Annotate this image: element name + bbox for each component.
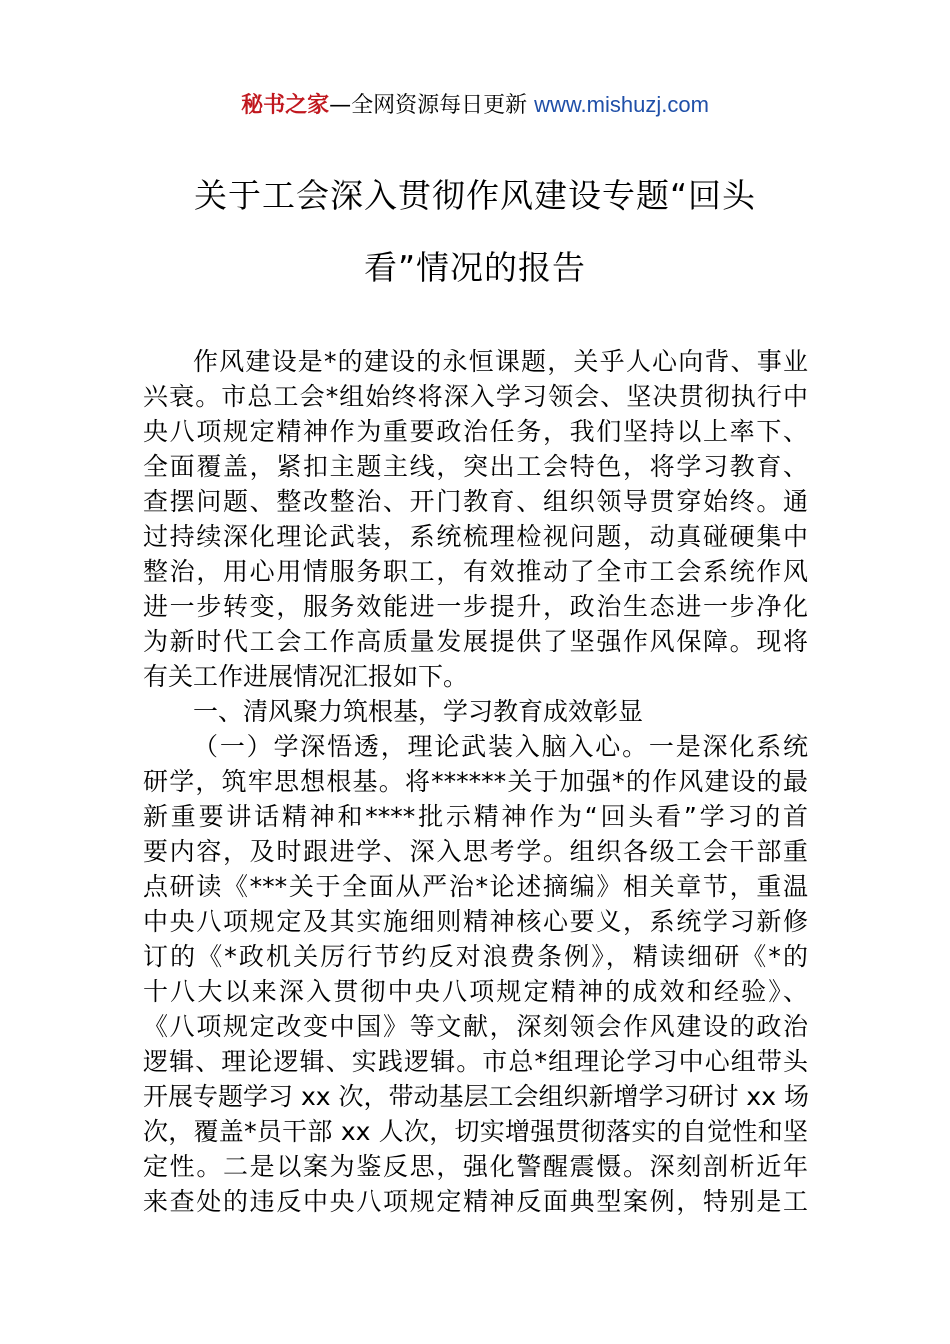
- title-line-2: 看”情况的报告: [363, 248, 587, 287]
- body-line: 逻辑、理论逻辑、实践逻辑。市总*组理论学习中心组带头: [143, 1047, 808, 1076]
- body-line: 作风建设是*的建设的永恒课题，关乎人心向背、事业: [193, 347, 808, 376]
- body-line: 来查处的违反中央八项规定精神反面典型案例，特别是工: [143, 1187, 808, 1216]
- body-line: 央八项规定精神作为重要政治任务，我们坚持以上率下、: [143, 417, 808, 446]
- body-line: 整治，用心用情服务职工，有效推动了全市工会系统作风: [143, 557, 808, 586]
- body-line: 兴衰。市总工会*组始终将深入学习领会、坚决贯彻执行中: [143, 382, 808, 411]
- title-line-1: 关于工会深入贯彻作风建设专题“回头: [193, 176, 757, 215]
- body-line: 次，覆盖*员干部 xx 人次，切实增强贯彻落实的自觉性和坚: [143, 1117, 808, 1146]
- body-line: 进一步转变，服务效能进一步提升，政治生态进一步净化: [143, 592, 808, 621]
- site-banner: [0, 88, 950, 123]
- site-url[interactable]: www.mishuzj.com: [534, 92, 709, 117]
- document-body: [143, 344, 808, 1219]
- body-line: 新重要讲话精神和****批示精神作为“回头看”学习的首: [143, 802, 808, 831]
- body-line: （一）学深悟透，理论武装入脑入心。一是深化系统: [193, 732, 808, 761]
- body-line: 中央八项规定及其实施细则精神核心要义，系统学习新修: [143, 907, 808, 936]
- brand-name: 秘书之家: [241, 93, 330, 118]
- body-line: 开展专题学习 xx 次，带动基层工会组织新增学习研讨 xx 场: [143, 1082, 809, 1111]
- body-line: 有关工作进展情况汇报如下。: [143, 662, 469, 691]
- body-line: 研学，筑牢思想根基。将******关于加强*的作风建设的最: [143, 767, 808, 796]
- body-line: 订的《*政机关厉行节约反对浪费条例》，精读细研《*的: [143, 942, 808, 971]
- body-line: 要内容，及时跟进学、深入思考学。组织各级工会干部重: [143, 837, 808, 866]
- body-line: 为新时代工会工作高质量发展提供了坚强作风保障。现将: [143, 627, 808, 656]
- document-title: [100, 160, 850, 304]
- body-line: 全面覆盖，紧扣主题主线，突出工会特色，将学习教育、: [143, 452, 808, 481]
- body-line: 点研读《***关于全面从严治*论述摘编》相关章节，重温: [143, 872, 808, 901]
- body-line: 过持续深化理论武装，系统梳理检视问题，动真碰硬集中: [143, 522, 808, 551]
- body-line: 查摆问题、整改整治、开门教育、组织领导贯穿始终。通: [143, 487, 808, 516]
- banner-tagline: —全网资源每日更新: [329, 93, 535, 118]
- body-line: 定性。二是以案为鉴反思，强化警醒震慑。深刻剖析近年: [143, 1152, 808, 1181]
- body-line: 十八大以来深入贯彻中央八项规定精神的成效和经验》、: [143, 977, 808, 1006]
- body-line: 《八项规定改变中国》等文献，深刻领会作风建设的政治: [143, 1012, 808, 1041]
- section-heading: 一、清风聚力筑根基，学习教育成效彰显: [193, 697, 644, 726]
